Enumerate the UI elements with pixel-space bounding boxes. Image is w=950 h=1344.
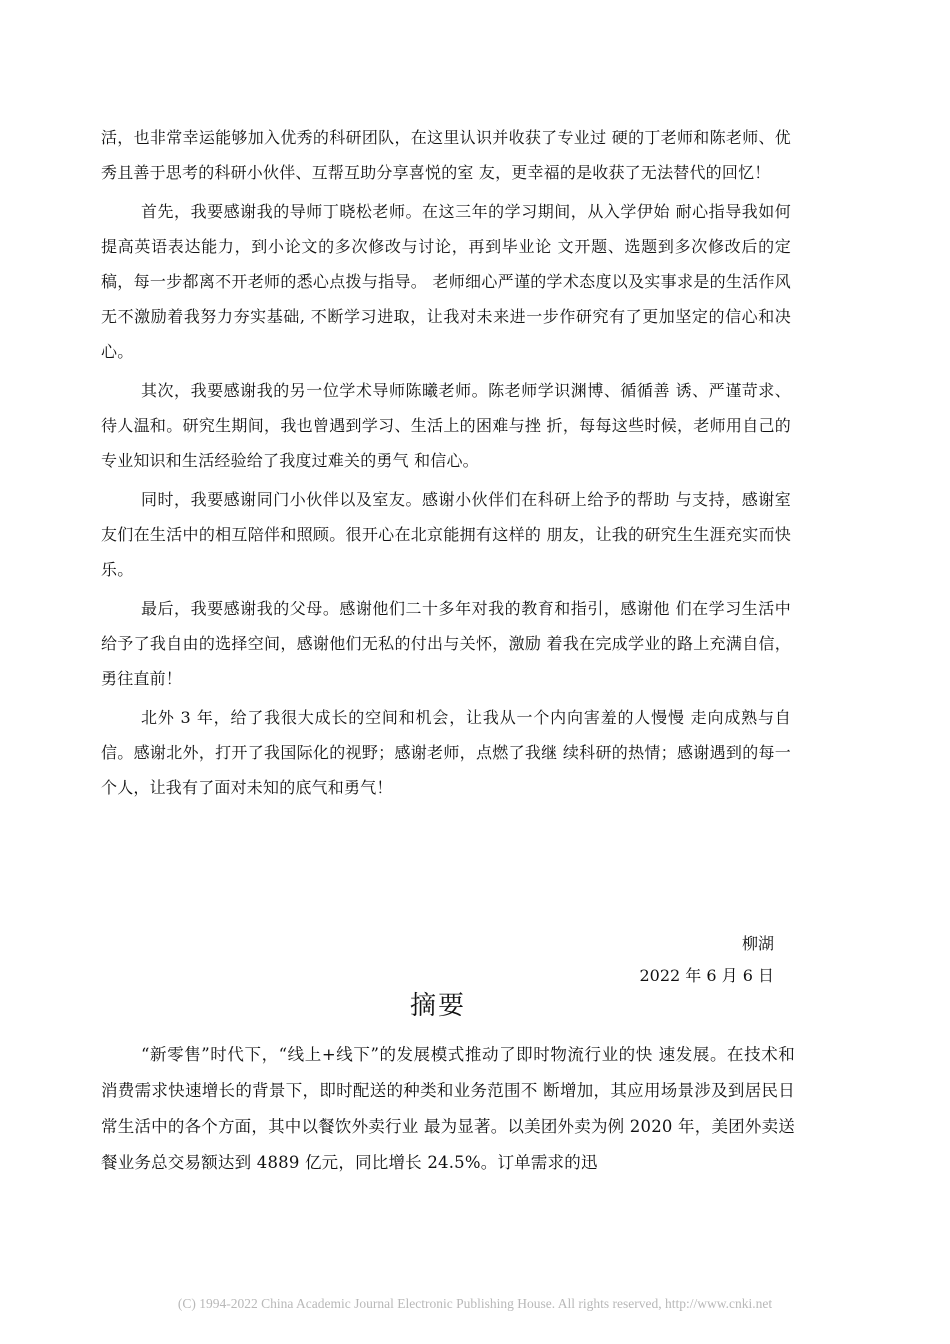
signature-block: [639, 928, 774, 992]
signature-date: 2022 年 6 月 6 日: [639, 966, 774, 985]
ack-paragraph-5: 最后，我要感谢我的父母。感谢他们二十多年对我的教育和指引，感谢他 们在学习生活中给予了我自由的选择空间，感谢他们无私的付出与关怀，激励 着我在完成学业的路上充满自信，勇往直前！: [101, 599, 791, 688]
copyright-footer: (C) 1994-2022 China Academic Journal Electronic Publishing House. All rights reserved, http://www.cnki.net: [177, 1296, 773, 1311]
ack-paragraph-3: 其次，我要感谢我的另一位学术导师陈曦老师。陈老师学识渊博、循循善 诱、严谨苛求、待人温和。研究生期间，我也曾遇到学习、生活上的困难与挫 折，每每这些时候，老师用自己的专业知识和生活经验给了我度过难关的勇气 和信心。: [101, 381, 791, 470]
signature-name: 柳湖: [741, 934, 774, 953]
abstract-section: [101, 1037, 795, 1181]
abstract-title: 摘要: [409, 991, 466, 1021]
acknowledgement-section: [101, 120, 791, 809]
ack-paragraph-6: 北外 3 年，给了我很大成长的空间和机会，让我从一个内向害羞的人慢慢 走向成熟与自信。感谢北外，打开了我国际化的视野；感谢老师，点燃了我继 续科研的热情；感谢遇到的每一个人，让我有了面对未知的底气和勇气！: [101, 708, 791, 797]
ack-paragraph-2: 首先，我要感谢我的导师丁晓松老师。在这三年的学习期间，从入学伊始 耐心指导我如何提高英语表达能力，到小论文的多次修改与讨论，再到毕业论 文开题、选题到多次修改后的定稿，每一步都离不开老师的悉心点拨与指导。 老师细心严谨的学术态度以及实事求是的生活作风无不激励着我努力夯实基础, 不断学习进取，让我对未来进一步作研究有了更加坚定的信心和决心。: [101, 202, 791, 361]
ack-paragraph-4: 同时，我要感谢同门小伙伴以及室友。感谢小伙伴们在科研上给予的帮助 与支持，感谢室友们在生活中的相互陪伴和照顾。很开心在北京能拥有这样的 朋友，让我的研究生生涯充实而快乐。: [101, 490, 791, 579]
abstract-paragraph: “新零售”时代下，“线上+线下”的发展模式推动了即时物流行业的快 速发展。在技术和消费需求快速增长的背景下，即时配送的种类和业务范围不 断增加，其应用场景涉及到居民日常生活中的各个方面，其中以餐饮外卖行业 最为显著。以美团外卖为例 2020 年，美团外卖送餐业务总交易额达到 4889 亿元，同比增长 24.5%。订单需求的迅: [101, 1045, 795, 1172]
ack-paragraph-1: 活，也非常幸运能够加入优秀的科研团队，在这里认识并收获了专业过 硬的丁老师和陈老师、优秀且善于思考的科研小伙伴、互帮互助分享喜悦的室 友，更幸福的是收获了无法替代的回忆！: [101, 128, 791, 182]
